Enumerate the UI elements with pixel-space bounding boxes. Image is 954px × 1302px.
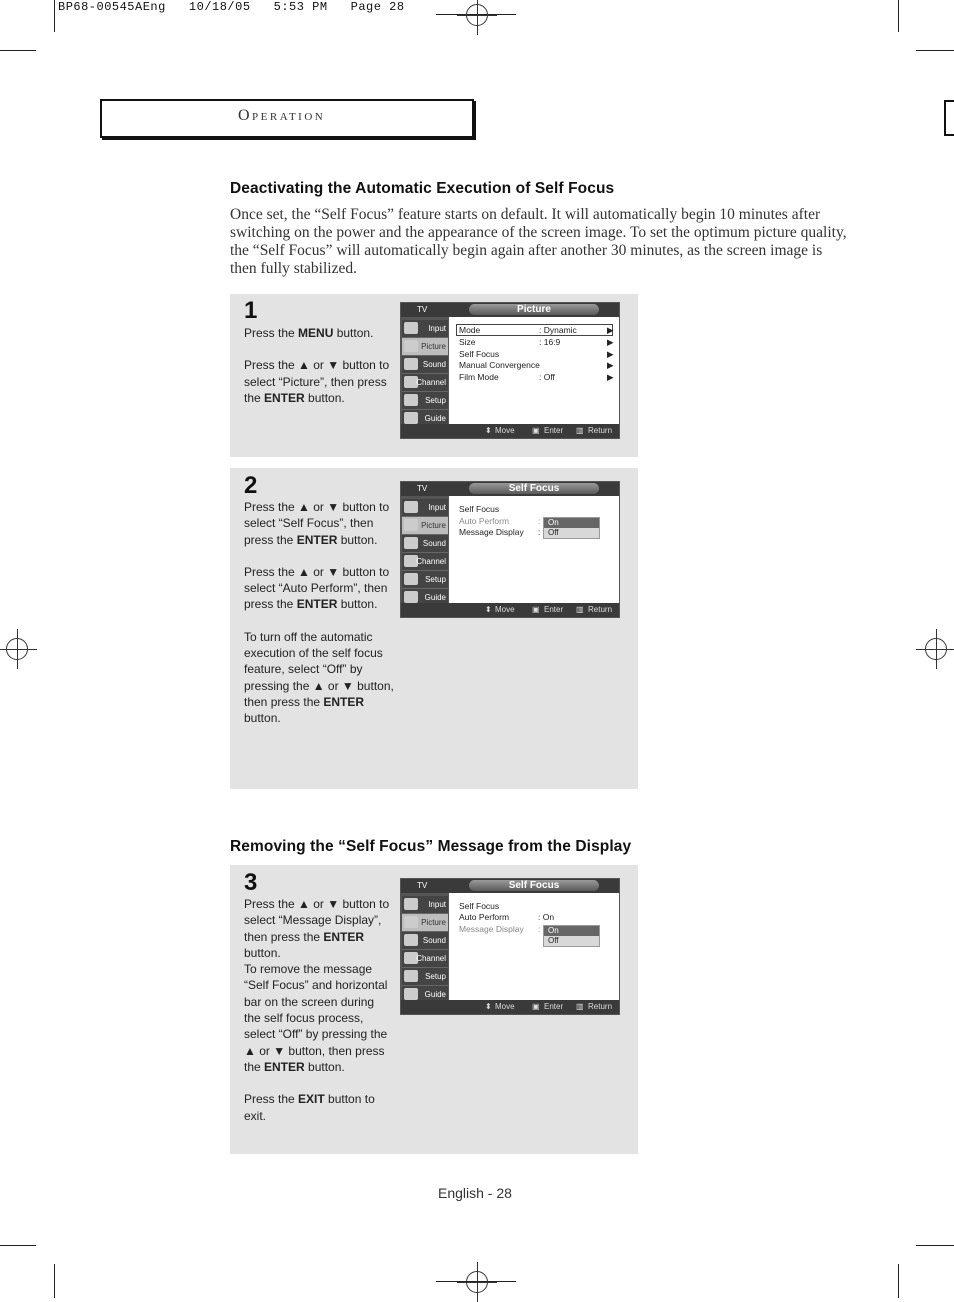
sidebar-item-picture: Picture bbox=[402, 338, 448, 356]
menu-title: Self Focus bbox=[469, 483, 599, 494]
menu-sidebar bbox=[401, 496, 449, 603]
enter-icon: ▣ bbox=[532, 1002, 540, 1011]
sidebar-item-setup: Setup bbox=[402, 392, 448, 410]
sidebar-item-guide: Guide bbox=[402, 589, 448, 607]
tv-menu-screen bbox=[400, 481, 620, 618]
sidebar-item-input: Input bbox=[402, 499, 448, 517]
section-title: Operation bbox=[238, 107, 326, 124]
sidebar-item-channel: Channel bbox=[402, 553, 448, 571]
step-1-panel bbox=[230, 294, 638, 457]
sound-icon bbox=[404, 358, 418, 370]
sidebar-item-input: Input bbox=[402, 896, 448, 914]
menu-row-mode: Mode : Dynamic ▶ bbox=[459, 325, 614, 335]
crop-mark bbox=[0, 1245, 36, 1246]
setup-icon bbox=[404, 573, 418, 585]
menu-row-auto-perform: Auto Perform : On bbox=[459, 912, 555, 922]
menu-body bbox=[449, 317, 619, 424]
sidebar-item-setup: Setup bbox=[402, 968, 448, 986]
instruction-line: To turn off the automatic execution of the self focus feature, select “Off” by pressing the ▲ or ▼ button, then press the ENTER button. bbox=[244, 629, 394, 726]
sound-icon bbox=[404, 934, 418, 946]
step-2-instructions bbox=[244, 499, 394, 727]
screen-footer: ⬍ Move ▣ Enter ▥ Return bbox=[401, 603, 619, 617]
menu-title: Self Focus bbox=[469, 880, 599, 891]
menu-row-manual-convergence: Manual Convergence ▶ bbox=[459, 360, 614, 370]
arrow-right-icon: ▶ bbox=[607, 360, 614, 370]
edge-tab bbox=[944, 100, 954, 136]
move-icon: ⬍ bbox=[485, 426, 492, 435]
input-icon bbox=[404, 501, 418, 513]
intro-paragraph: Once set, the “Self Focus” feature starts on default. It will automatically begin 10 minutes after switching on the power and the appearance of the screen image. To set the optimum picture quality, the “Self Focus” will automatically begin again after another 30 minutes, as the screen image is then fully stabilized. bbox=[230, 206, 847, 277]
sidebar-item-channel: Channel bbox=[402, 374, 448, 392]
page-footer: English - 28 bbox=[438, 1185, 512, 1201]
instruction-line: To remove the message “Self Focus” and horizontal bar on the screen during the self focus process, select “Off” by pressing the ▲ or ▼ button, then press the ENTER button. bbox=[244, 962, 388, 1074]
tv-menu-screen bbox=[400, 302, 620, 439]
sidebar-item-picture: Picture bbox=[402, 517, 448, 535]
registration-mark bbox=[466, 4, 488, 26]
sidebar-item-input: Input bbox=[402, 320, 448, 338]
step-2-panel bbox=[230, 468, 638, 789]
screen-header bbox=[401, 879, 619, 893]
step-3-panel bbox=[230, 865, 638, 1154]
registration-mark bbox=[6, 638, 28, 660]
arrow-right-icon: ▶ bbox=[607, 349, 614, 359]
sidebar-item-setup: Setup bbox=[402, 571, 448, 589]
menu-body bbox=[449, 893, 619, 1000]
menu-row-size: Size : 16:9 ▶ bbox=[459, 337, 614, 347]
menu-row-self-focus: Self Focus ▶ bbox=[459, 349, 614, 359]
return-icon: ▥ bbox=[576, 1002, 584, 1011]
enter-icon: ▣ bbox=[532, 426, 540, 435]
menu-sidebar bbox=[401, 317, 449, 424]
tv-menu-screen bbox=[400, 878, 620, 1015]
step-number: 3 bbox=[244, 869, 258, 896]
picture-icon bbox=[404, 340, 418, 352]
input-icon bbox=[404, 898, 418, 910]
menu-row-message-display: Message Display : bbox=[459, 527, 541, 537]
return-icon: ▥ bbox=[576, 426, 584, 435]
print-slug: BP68-00545AEng 10/18/05 5:53 PM Page 28 bbox=[58, 0, 405, 14]
enter-icon: ▣ bbox=[532, 605, 540, 614]
tv-label: TV bbox=[417, 305, 428, 314]
option-off: Off bbox=[548, 528, 559, 537]
heading-deactivating: Deactivating the Automatic Execution of Self Focus bbox=[230, 180, 615, 197]
guide-icon bbox=[404, 988, 418, 1000]
step-3-instructions bbox=[244, 896, 394, 1124]
screen-header bbox=[401, 303, 619, 317]
setup-icon bbox=[404, 970, 418, 982]
move-icon: ⬍ bbox=[485, 605, 492, 614]
screen-footer: ⬍ Move ▣ Enter ▥ Return bbox=[401, 1000, 619, 1014]
crop-mark bbox=[54, 0, 55, 32]
sidebar-item-guide: Guide bbox=[402, 410, 448, 428]
sidebar-item-guide: Guide bbox=[402, 986, 448, 1004]
menu-title: Picture bbox=[469, 304, 599, 315]
option-dropdown bbox=[543, 517, 600, 539]
crop-mark bbox=[916, 50, 954, 51]
instruction-line: Press the MENU button. bbox=[244, 326, 374, 340]
crop-mark bbox=[54, 1264, 55, 1298]
step-number: 2 bbox=[244, 472, 258, 499]
menu-row-self-focus: Self Focus bbox=[459, 901, 500, 911]
crop-mark bbox=[898, 0, 899, 32]
crop-mark bbox=[898, 1264, 899, 1298]
sidebar-item-channel: Channel bbox=[402, 950, 448, 968]
menu-row-message-display: Message Display : bbox=[459, 924, 541, 934]
sidebar-item-sound: Sound bbox=[402, 535, 448, 553]
menu-row-auto-perform: Auto Perform : bbox=[459, 516, 541, 526]
input-icon bbox=[404, 322, 418, 334]
registration-mark bbox=[925, 638, 947, 660]
instruction-line: Press the ▲ or ▼ button to select “Auto Perform”, then press the ENTER button. bbox=[244, 564, 390, 612]
sidebar-item-sound: Sound bbox=[402, 356, 448, 374]
sound-icon bbox=[404, 537, 418, 549]
step-1-instructions bbox=[244, 325, 394, 406]
option-dropdown bbox=[543, 925, 600, 947]
instruction-line: Press the ▲ or ▼ button to select “Picture”, then press the ENTER button. bbox=[244, 358, 390, 405]
screen-header bbox=[401, 482, 619, 496]
return-icon: ▥ bbox=[576, 605, 584, 614]
menu-row-self-focus: Self Focus bbox=[459, 504, 500, 514]
arrow-right-icon: ▶ bbox=[607, 372, 614, 382]
option-on: On bbox=[544, 518, 599, 528]
arrow-right-icon: ▶ bbox=[607, 337, 614, 347]
setup-icon bbox=[404, 394, 418, 406]
menu-body bbox=[449, 496, 619, 603]
instruction-line: Press the ▲ or ▼ button to select “Message Display”, then press the ENTER button. bbox=[244, 897, 390, 960]
option-on: On bbox=[544, 926, 599, 936]
screen-footer: ⬍ Move ▣ Enter ▥ Return bbox=[401, 424, 619, 438]
guide-icon bbox=[404, 591, 418, 603]
menu-sidebar bbox=[401, 893, 449, 1000]
sidebar-item-sound: Sound bbox=[402, 932, 448, 950]
step-number: 1 bbox=[244, 297, 258, 324]
instruction-line: Press the ▲ or ▼ button to select “Self Focus”, then press the ENTER button. bbox=[244, 500, 390, 547]
crop-mark bbox=[916, 1245, 954, 1246]
sidebar-item-picture: Picture bbox=[402, 914, 448, 932]
menu-row-film-mode: Film Mode : Off ▶ bbox=[459, 372, 614, 382]
instruction-line: Press the EXIT button to exit. bbox=[244, 1092, 375, 1123]
option-off: Off bbox=[548, 936, 559, 945]
picture-icon bbox=[404, 916, 418, 928]
guide-icon bbox=[404, 412, 418, 424]
arrow-right-icon: ▶ bbox=[607, 325, 614, 335]
picture-icon bbox=[404, 519, 418, 531]
tv-label: TV bbox=[417, 881, 428, 890]
move-icon: ⬍ bbox=[485, 1002, 492, 1011]
crop-mark bbox=[0, 50, 36, 51]
registration-mark bbox=[466, 1271, 488, 1293]
heading-removing: Removing the “Self Focus” Message from the Display bbox=[230, 838, 632, 855]
tv-label: TV bbox=[417, 484, 428, 493]
